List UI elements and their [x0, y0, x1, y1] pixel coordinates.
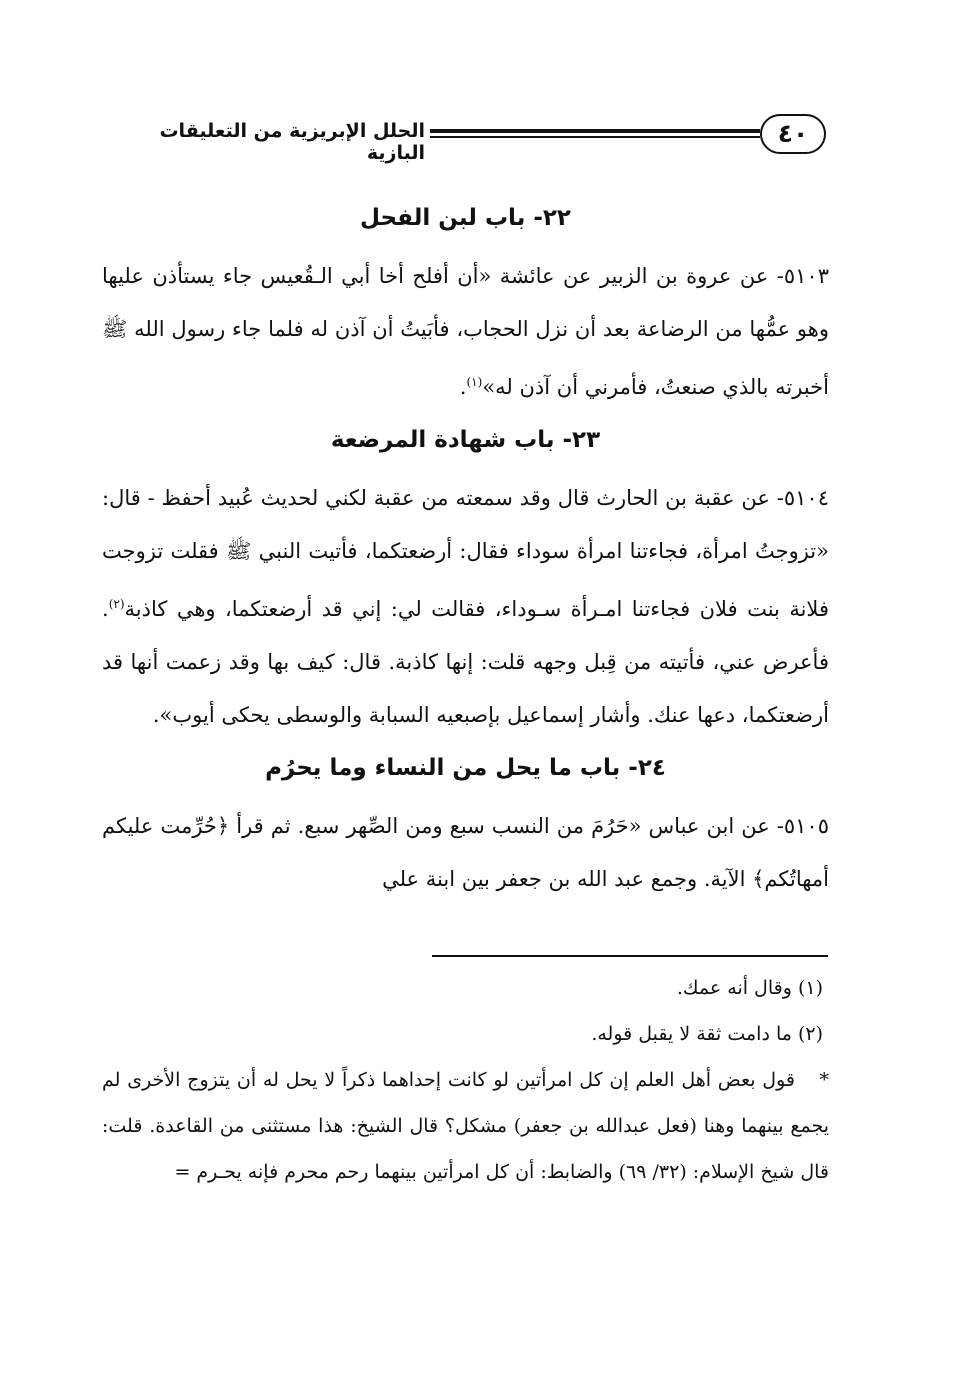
hadith-text: ٥١٠٣- عن عروة بن الزبير عن عائشة «أن أفلح أخا أبي الـقُعيس جاء يستأذن عليها وهو عمُّها من الرضاعة بعد أن نزل الحجاب، فأبَيتُ أن آذن له فلما جاء رسول الله ﷺ أخبرته بالذي صنعتُ، فأمرني أن آذن له» — [102, 264, 829, 399]
book-title: الحلل الإبريزية من التعليقات البازية — [159, 120, 425, 164]
footnote: (١) وقال أنه عمك. — [676, 977, 823, 999]
footnote-marker: (١) — [466, 375, 483, 389]
commentary-text: قول بعض أهل العلم إن كل امرأتين لو كانت إحداهما ذكراً لا يحل له أن يتزوج الأخرى لم يجمع بينهما وهنا (فعل عبدالله بن جعفر) مشكل؟ قال الشيخ: هذا مستثنى من القاعدة. قلت: قال شيخ الإسلام: (٣٢/ ٦٩) والضابط: أن كل امرأتين بينهما رحم محرم فإنه يحـرم = — [102, 1069, 829, 1183]
chapter-heading: ٢٢- باب لبن الفحل — [360, 205, 571, 231]
page-header — [100, 110, 830, 162]
main-text — [102, 192, 829, 906]
header-rule — [430, 129, 760, 141]
hadith-paragraph — [102, 250, 829, 414]
header-rule-thick — [430, 129, 760, 133]
hadith-paragraph — [102, 800, 829, 906]
chapter-heading: ٢٣- باب شهادة المرضعة — [330, 427, 601, 453]
footnote: (٢) ما دامت ثقة لا يقبل قوله. — [591, 1023, 823, 1045]
footnote-separator — [432, 955, 828, 957]
footnote-marker: (٢) — [108, 597, 125, 611]
header-rule-thin — [430, 136, 760, 138]
hadith-tail: . فأعرض عني، فأتيته من قِبل وجهه قلت: إنها كاذبة. قال: كيف بها وقد زعمت أنها قد أرضعتكما، دعها عنك. وأشار إسماعيل بإصبعيه السبابة والوسطى يحكى أيوب». — [102, 597, 829, 727]
page-number: ٤٠ — [760, 114, 826, 154]
hadith-text: ٥١٠٤- عن عقبة بن الحارث قال وقد سمعته من عقبة لكني لحديث عُبيد أحفظ - قال: «تزوجتُ امرأة، فجاءتنا امرأة سوداء فقال: أرضعتكما، فأتيت النبي ﷺ فقلت تزوجت فلانة بنت فلان فجاءتنا امـرأة سـوداء، فقالت لي: إني قد أرضعتكما، وهي كاذبة — [102, 486, 829, 621]
footnotes — [102, 965, 829, 1195]
asterisk-icon: * — [819, 1069, 829, 1091]
hadith-paragraph — [102, 472, 829, 742]
commentary-note — [102, 1057, 829, 1195]
chapter-heading: ٢٤- باب ما يحل من النساء وما يحرُم — [265, 755, 666, 781]
hadith-text: ٥١٠٥- عن ابن عباس «حَرُمَ من النسب سبع ومن الصِّهر سبع. ثم قرأ ﴿حُرِّمت عليكم أمهاتُكم﴾ الآية. وجمع عبد الله بن جعفر بين ابنة علي — [102, 814, 829, 891]
hadith-tail: . — [459, 375, 467, 399]
